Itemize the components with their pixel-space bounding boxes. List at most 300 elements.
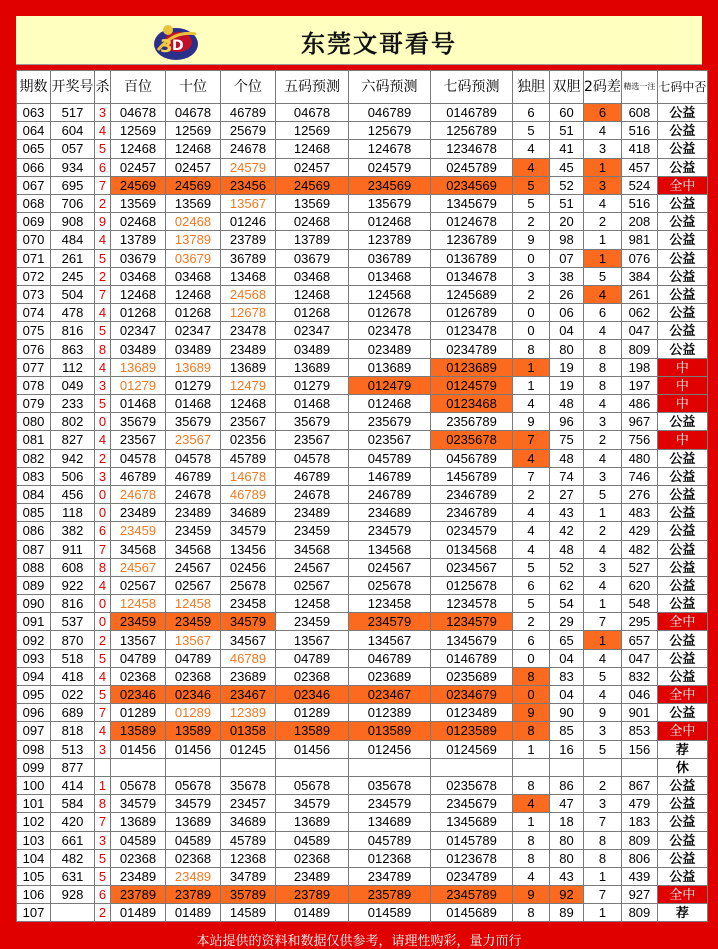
table-cell: 01279: [111, 376, 166, 394]
table-cell: 9: [513, 886, 550, 904]
table-cell: 3: [584, 140, 622, 158]
table-row: [17, 740, 708, 758]
table-cell: 29: [550, 613, 584, 631]
table-cell: 516: [621, 194, 657, 212]
table-cell: 36789: [221, 249, 276, 267]
table-cell: 80: [550, 831, 584, 849]
table-cell: 3: [95, 831, 111, 849]
table-cell: 公益: [657, 704, 707, 722]
table-cell: 公益: [657, 558, 707, 576]
table-cell: 23567: [111, 431, 166, 449]
table-cell: 公益: [657, 667, 707, 685]
table-cell: 23489: [276, 504, 349, 522]
table-cell: 806: [621, 849, 657, 867]
table-cell: 123789: [349, 231, 431, 249]
table-cell: 088: [17, 558, 51, 576]
table-cell: 35679: [276, 413, 349, 431]
table-cell: 035678: [349, 776, 431, 794]
table-cell: 01289: [276, 704, 349, 722]
table-cell: 05678: [276, 776, 349, 794]
table-cell: 13569: [276, 194, 349, 212]
table-row: [17, 249, 708, 267]
table-cell: 03468: [276, 267, 349, 285]
table-cell: 13689: [276, 813, 349, 831]
table-cell: 0145689: [431, 904, 513, 922]
table-cell: 34568: [111, 540, 166, 558]
table-cell: 0: [513, 686, 550, 704]
table-cell: 荐: [657, 904, 707, 922]
table-cell: 384: [621, 267, 657, 285]
table-cell: 4: [584, 194, 622, 212]
table-row: [17, 395, 708, 413]
table-cell: 13456: [221, 540, 276, 558]
table-cell: 公益: [657, 540, 707, 558]
table-cell: 013689: [349, 358, 431, 376]
table-cell: 23789: [166, 886, 221, 904]
table-cell: 13567: [221, 194, 276, 212]
table-cell: 02368: [276, 849, 349, 867]
table-cell: 0123468: [431, 395, 513, 413]
table-cell: 23459: [111, 522, 166, 540]
table-cell: 608: [621, 104, 657, 122]
table-cell: 02468: [111, 213, 166, 231]
table-cell: 506: [51, 467, 95, 485]
table-cell: [276, 758, 349, 776]
table-row: [17, 504, 708, 522]
table-cell: 047: [621, 322, 657, 340]
table-cell: 96: [550, 413, 584, 431]
table-cell: 62: [550, 576, 584, 594]
table-cell: 01289: [166, 704, 221, 722]
table-cell: 090: [17, 595, 51, 613]
table-cell: 234789: [349, 867, 431, 885]
table-cell: 0123589: [431, 722, 513, 740]
table-cell: 981: [621, 231, 657, 249]
table-cell: 036789: [349, 249, 431, 267]
table-cell: 公益: [657, 194, 707, 212]
table-cell: 706: [51, 194, 95, 212]
table-cell: 234579: [349, 522, 431, 540]
table-cell: 0: [513, 249, 550, 267]
table-cell: 0235678: [431, 431, 513, 449]
table-cell: 068: [17, 194, 51, 212]
header-cell: 双胆: [550, 71, 584, 104]
table-cell: 35679: [111, 413, 166, 431]
table-cell: 6: [95, 522, 111, 540]
table-cell: [550, 758, 584, 776]
table-cell: 23489: [276, 867, 349, 885]
table-cell: 107: [17, 904, 51, 922]
table-cell: 34567: [221, 631, 276, 649]
table-row: [17, 176, 708, 194]
table-cell: 0134568: [431, 540, 513, 558]
table-cell: 100: [17, 776, 51, 794]
table-cell: 261: [51, 249, 95, 267]
table-cell: 23458: [221, 595, 276, 613]
table-cell: 5: [95, 322, 111, 340]
table-cell: 14589: [221, 904, 276, 922]
table-cell: 2: [95, 267, 111, 285]
table-cell: 7: [584, 613, 622, 631]
table-cell: 0: [513, 304, 550, 322]
table-cell: 076: [621, 249, 657, 267]
table-cell: 02346: [166, 686, 221, 704]
table-cell: 014589: [349, 904, 431, 922]
table-cell: 83: [550, 667, 584, 685]
table-cell: 2: [584, 776, 622, 794]
table-cell: 234579: [349, 613, 431, 631]
table-cell: 103: [17, 831, 51, 849]
table-cell: 04789: [276, 649, 349, 667]
table-cell: 45789: [221, 449, 276, 467]
table-cell: 12468: [276, 140, 349, 158]
table-cell: 276: [621, 485, 657, 503]
table-cell: 1: [584, 158, 622, 176]
table-cell: 146789: [349, 467, 431, 485]
table-cell: 023478: [349, 322, 431, 340]
table-cell: 23789: [276, 886, 349, 904]
table-row: [17, 795, 708, 813]
table-cell: 12389: [221, 704, 276, 722]
table-cell: 全中: [657, 886, 707, 904]
table-cell: 01279: [276, 376, 349, 394]
table-cell: 公益: [657, 631, 707, 649]
table-cell: 0: [95, 595, 111, 613]
table-cell: 608: [51, 558, 95, 576]
table-cell: 92: [550, 886, 584, 904]
table-cell: 01279: [166, 376, 221, 394]
table-cell: 1: [584, 867, 622, 885]
table-cell: 080: [17, 413, 51, 431]
table-cell: 261: [621, 285, 657, 303]
table-cell: 25679: [221, 122, 276, 140]
prediction-table: [16, 70, 708, 922]
table-cell: 5: [95, 686, 111, 704]
table-cell: 2: [95, 904, 111, 922]
table-cell: 13569: [166, 194, 221, 212]
table-cell: 52: [550, 558, 584, 576]
table-cell: 公益: [657, 285, 707, 303]
table-cell: 081: [17, 431, 51, 449]
table-cell: 43: [550, 867, 584, 885]
table-cell: 全中: [657, 686, 707, 704]
table-cell: 1: [584, 231, 622, 249]
table-cell: 公益: [657, 831, 707, 849]
table-row: [17, 122, 708, 140]
table-row: [17, 522, 708, 540]
table-cell: 013589: [349, 722, 431, 740]
header-cell: 十位: [166, 71, 221, 104]
table-cell: 4: [95, 304, 111, 322]
table-cell: 098: [17, 740, 51, 758]
table-row: [17, 213, 708, 231]
table-cell: 156: [621, 740, 657, 758]
table-cell: 518: [51, 649, 95, 667]
table-cell: 01289: [111, 704, 166, 722]
table-cell: 13789: [166, 231, 221, 249]
table-cell: 85: [550, 722, 584, 740]
table-cell: 13569: [111, 194, 166, 212]
table-cell: 908: [51, 213, 95, 231]
table-cell: 484: [51, 231, 95, 249]
table-cell: 832: [621, 667, 657, 685]
table-cell: 4: [584, 686, 622, 704]
table-cell: 全中: [657, 722, 707, 740]
footer-disclaimer: 本站提供的资料和数据仅供参考，请理性购彩，量力而行: [196, 934, 522, 949]
table-cell: 863: [51, 340, 95, 358]
table-cell: 0123478: [431, 322, 513, 340]
table-cell: 24569: [166, 176, 221, 194]
table-cell: 45: [550, 158, 584, 176]
table-cell: 80: [550, 849, 584, 867]
table-cell: 23489: [166, 504, 221, 522]
table-cell: 6: [513, 631, 550, 649]
table-cell: 082: [17, 449, 51, 467]
table-cell: 04578: [166, 449, 221, 467]
table-cell: 816: [51, 595, 95, 613]
table-cell: 8: [513, 904, 550, 922]
table-cell: 4: [513, 395, 550, 413]
table-cell: 23567: [221, 413, 276, 431]
table-cell: 183: [621, 813, 657, 831]
table-cell: 2: [513, 613, 550, 631]
table-row: [17, 304, 708, 322]
table-cell: 2356789: [431, 413, 513, 431]
table-cell: 46789: [221, 104, 276, 122]
table-cell: 14678: [221, 467, 276, 485]
table-cell: 756: [621, 431, 657, 449]
table-cell: 中: [657, 431, 707, 449]
table-cell: 0146789: [431, 104, 513, 122]
table-cell: 24567: [111, 558, 166, 576]
table-cell: 公益: [657, 595, 707, 613]
table-cell: 12468: [111, 285, 166, 303]
table-cell: 1: [513, 358, 550, 376]
table-cell: 809: [621, 904, 657, 922]
table-cell: 48: [550, 395, 584, 413]
table-cell: 084: [17, 485, 51, 503]
table-row: [17, 558, 708, 576]
table-cell: 0123489: [431, 704, 513, 722]
table-cell: 2345789: [431, 886, 513, 904]
table-cell: 公益: [657, 104, 707, 122]
table-cell: 26: [550, 285, 584, 303]
table-row: [17, 449, 708, 467]
table-row: [17, 686, 708, 704]
table-cell: 8: [513, 849, 550, 867]
table-row: [17, 649, 708, 667]
table-cell: 245: [51, 267, 95, 285]
table-cell: 7: [95, 813, 111, 831]
table-cell: 024567: [349, 558, 431, 576]
table-cell: 23567: [276, 431, 349, 449]
table-cell: 23489: [221, 340, 276, 358]
table-cell: 01468: [166, 395, 221, 413]
table-row: [17, 376, 708, 394]
table-cell: 公益: [657, 322, 707, 340]
table-cell: 2: [513, 485, 550, 503]
table-cell: 34579: [221, 613, 276, 631]
table-cell: 091: [17, 613, 51, 631]
table-cell: 0234789: [431, 340, 513, 358]
table-cell: 3: [513, 267, 550, 285]
table-cell: 070: [17, 231, 51, 249]
table-cell: 5: [513, 558, 550, 576]
table-cell: 9: [513, 704, 550, 722]
table-cell: 03679: [276, 249, 349, 267]
table-cell: 2: [95, 449, 111, 467]
table-cell: 661: [51, 831, 95, 849]
table-cell: 27: [550, 485, 584, 503]
table-cell: 867: [621, 776, 657, 794]
table-cell: 1: [513, 813, 550, 831]
table-cell: 517: [51, 104, 95, 122]
table-cell: 076: [17, 340, 51, 358]
table-cell: 23456: [221, 176, 276, 194]
table-cell: 5: [584, 267, 622, 285]
table-cell: 0: [95, 504, 111, 522]
table-cell: 13468: [221, 267, 276, 285]
table-cell: 5: [95, 867, 111, 885]
table-cell: 公益: [657, 213, 707, 231]
table-cell: 695: [51, 176, 95, 194]
header-cell: 开奖号: [51, 71, 95, 104]
table-cell: 7: [95, 704, 111, 722]
page-title: 东莞文哥看号: [301, 29, 457, 58]
table-cell: 124678: [349, 140, 431, 158]
table-cell: 19: [550, 358, 584, 376]
table-cell: 6: [584, 304, 622, 322]
table-cell: 0456789: [431, 449, 513, 467]
table-cell: 478: [51, 304, 95, 322]
table-cell: 23457: [221, 795, 276, 813]
table-cell: 025678: [349, 576, 431, 594]
table-cell: 024579: [349, 158, 431, 176]
table-cell: 23459: [166, 613, 221, 631]
table-cell: 012468: [349, 395, 431, 413]
table-cell: 公益: [657, 340, 707, 358]
table-cell: 03468: [166, 267, 221, 285]
table-cell: 45789: [221, 831, 276, 849]
table-cell: 134689: [349, 813, 431, 831]
table-cell: 23489: [111, 504, 166, 522]
svg-text:D: D: [172, 38, 184, 54]
table-cell: 012368: [349, 849, 431, 867]
table-cell: 023467: [349, 686, 431, 704]
table-cell: 51: [550, 122, 584, 140]
table-cell: 063: [17, 104, 51, 122]
table-cell: 5: [584, 667, 622, 685]
table-cell: 46789: [276, 467, 349, 485]
table-cell: 公益: [657, 776, 707, 794]
table-cell: 1234579: [431, 613, 513, 631]
table-cell: [513, 758, 550, 776]
table-cell: 13689: [111, 358, 166, 376]
table-cell: 01456: [276, 740, 349, 758]
table-cell: 079: [17, 395, 51, 413]
table-cell: 045789: [349, 831, 431, 849]
table-cell: 1345679: [431, 631, 513, 649]
table-cell: 0: [513, 322, 550, 340]
table-cell: 8: [513, 667, 550, 685]
table-cell: 5: [95, 649, 111, 667]
table-cell: 9: [584, 704, 622, 722]
table-cell: 086: [17, 522, 51, 540]
table-cell: 922: [51, 576, 95, 594]
table-cell: 085: [17, 504, 51, 522]
table-cell: 3: [584, 795, 622, 813]
table-cell: 23459: [276, 613, 349, 631]
table-cell: 6: [95, 886, 111, 904]
table-cell: 48: [550, 540, 584, 558]
table-cell: 01358: [221, 722, 276, 740]
table-cell: 049: [51, 376, 95, 394]
table-cell: 235679: [349, 413, 431, 431]
table-cell: 02457: [166, 158, 221, 176]
table-cell: [51, 904, 95, 922]
header-row: [17, 71, 708, 104]
table-cell: 809: [621, 831, 657, 849]
header-cell: 期数: [17, 71, 51, 104]
table-cell: 23789: [221, 231, 276, 249]
table-cell: 106: [17, 886, 51, 904]
table-cell: 3: [584, 722, 622, 740]
table-cell: 1245689: [431, 285, 513, 303]
table-cell: 02356: [221, 431, 276, 449]
table-cell: 23459: [111, 613, 166, 631]
table-cell: 3: [584, 413, 622, 431]
table-cell: 05678: [111, 776, 166, 794]
table-cell: 03489: [166, 340, 221, 358]
table-cell: 中: [657, 358, 707, 376]
table-row: [17, 358, 708, 376]
table-cell: 01456: [111, 740, 166, 758]
table-cell: 24579: [221, 158, 276, 176]
table-cell: 90: [550, 704, 584, 722]
table-cell: 0234567: [431, 558, 513, 576]
table-cell: 066: [17, 158, 51, 176]
table-cell: 13689: [166, 358, 221, 376]
table-cell: 公益: [657, 576, 707, 594]
table-cell: 34689: [221, 813, 276, 831]
table-cell: 13789: [276, 231, 349, 249]
table-cell: 928: [51, 886, 95, 904]
table-cell: 0245789: [431, 158, 513, 176]
table-cell: 24678: [111, 485, 166, 503]
table-cell: 1236789: [431, 231, 513, 249]
table-cell: 208: [621, 213, 657, 231]
table-cell: 486: [621, 395, 657, 413]
table-cell: 89: [550, 904, 584, 922]
table-cell: 096: [17, 704, 51, 722]
table-cell: 0123678: [431, 849, 513, 867]
table-cell: 中: [657, 376, 707, 394]
table-cell: 0: [95, 613, 111, 631]
table-cell: 02346: [111, 686, 166, 704]
table-cell: 01268: [276, 304, 349, 322]
table-cell: 02457: [111, 158, 166, 176]
table-cell: 046789: [349, 104, 431, 122]
table-cell: 休: [657, 758, 707, 776]
table-cell: 公益: [657, 504, 707, 522]
table-cell: 4: [95, 722, 111, 740]
table-cell: 4: [95, 358, 111, 376]
table-cell: 112: [51, 358, 95, 376]
table-cell: 439: [621, 867, 657, 885]
table-cell: 12368: [221, 849, 276, 867]
table-cell: 04: [550, 322, 584, 340]
table-row: [17, 576, 708, 594]
